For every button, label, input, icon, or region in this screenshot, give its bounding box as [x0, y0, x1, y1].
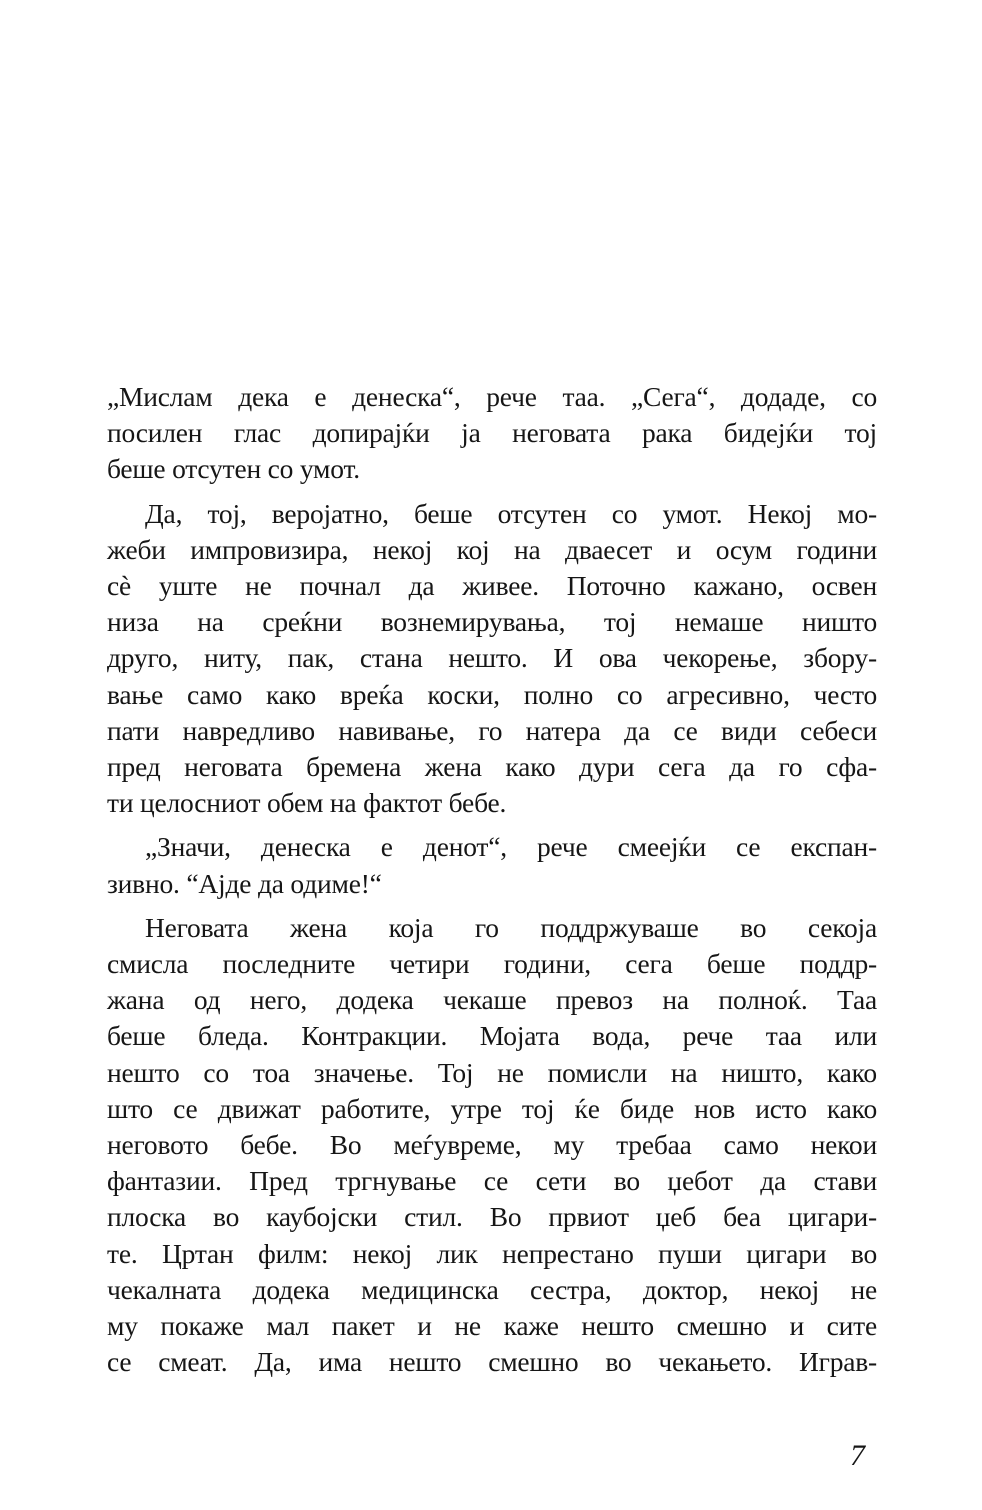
text-line: пред неговата бремена жена како дури сега да го сфа- [107, 751, 877, 783]
text-line: „Мислам дека е денеска“, рече таа. „Сега“, додаде, со [107, 381, 877, 412]
paragraph [107, 910, 877, 1381]
text-line: беше отсутен со умот. [107, 453, 360, 485]
text-line: неговото бебе. Во меѓувреме, му требаа само некои [107, 1129, 877, 1161]
text-line: посилен глас допирајќи ја неговата рака бидејќи тој [107, 417, 877, 449]
text-line: смисла последните четири години, сега беше поддр- [107, 948, 877, 980]
text-line: низа на среќни вознемирувања, тој немаше ништо [107, 606, 877, 638]
text-line: друго, ниту, пак, стана нешто. И ова чекорење, збору- [107, 642, 877, 674]
text-line: жана од него, додека чекаше превоз на полноќ. Таа [107, 984, 877, 1016]
body-text [107, 379, 877, 1380]
text-line: вање само како вреќа коски, полно со агресивно, често [107, 678, 877, 710]
text-line: плоска во каубојски стил. Во првиот џеб беа цигари- [107, 1201, 877, 1233]
text-line: Да, тој, веројатно, беше отсутен со умот. Некој мо- [145, 497, 877, 529]
text-line: нешто со тоа значење. Тој не помисли на ништо, како [107, 1056, 877, 1088]
text-line: жеби импровизира, некој кој на дваесет и осум години [107, 533, 877, 565]
text-line: беше бледа. Контракции. Мојата вода, рече таа или [107, 1020, 877, 1052]
text-line: пати навредливо навивање, го натера да се види себеси [107, 714, 877, 746]
text-line: сѐ уште не почнал да живее. Поточно кажано, освен [107, 570, 877, 602]
text-line: зивно. “Ајде да одиме!“ [107, 867, 382, 899]
text-line: се смеат. Да, има нешто смешно во чекањето. Играв- [107, 1346, 877, 1378]
text-line: Неговата жена која го поддржуваше во секоја [145, 911, 877, 943]
paragraph [107, 829, 877, 901]
text-line: ти целосниот обем на фактот бебе. [107, 787, 507, 819]
text-line: те. Цртан филм: некој лик непрестано пуши цигари во [107, 1237, 877, 1269]
text-line: му покаже мал пакет и не каже нешто смешно и сите [107, 1310, 877, 1342]
text-line: „Значи, денеска е денот“, рече смеејќи се експан- [145, 831, 877, 863]
text-line: чекалната додека медицинска сестра, доктор, некој не [107, 1273, 877, 1305]
page-number: 7 [850, 1439, 865, 1472]
text-line: фантазии. Пред тргнување се сети во џебот да стави [107, 1165, 877, 1197]
paragraph [107, 379, 877, 488]
text-line: што се движат работите, утре тој ќе биде нов исто како [107, 1092, 877, 1124]
paragraph [107, 496, 877, 822]
